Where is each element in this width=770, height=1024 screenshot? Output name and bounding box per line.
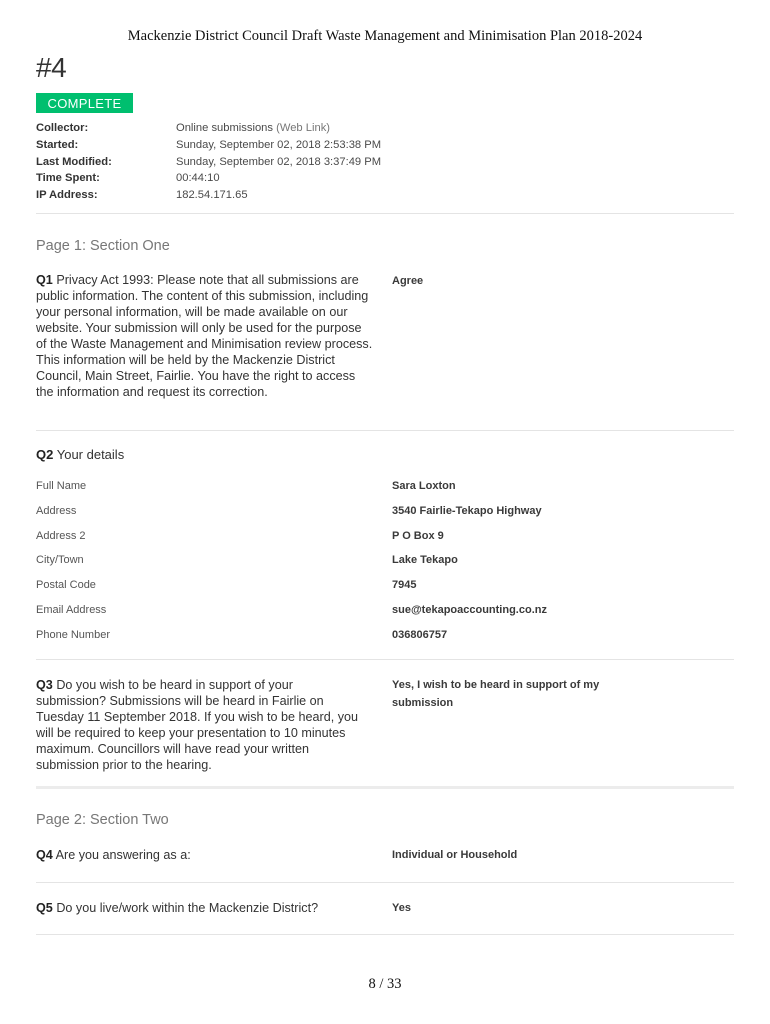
started-value: Sunday, September 02, 2018 2:53:38 PM — [176, 138, 382, 151]
field-value-phone: 036806757 — [392, 629, 448, 641]
field-label-address-2: Address 2 — [36, 530, 86, 542]
answer-1: Agree — [392, 275, 424, 287]
status-badge: COMPLETE — [36, 93, 133, 113]
field-value-address: 3540 Fairlie-Tekapo Highway — [392, 505, 542, 517]
question-3-text: Do you wish to be heard in support of your submission? Submissions will be heard in Fairlie on Tuesday 11 September 2018. If you wish to be heard, you will be required to keep your presentation to 10 minutes maximum. Councillors will have read your written submission prior to the hearing. — [36, 678, 359, 772]
question-5 — [36, 900, 318, 916]
page-indicator: 8 / 33 — [368, 976, 402, 992]
divider — [36, 213, 734, 214]
question-2-number: Q2 — [36, 447, 54, 462]
section-heading-page1: Page 1: Section One — [36, 238, 170, 254]
time-spent-label: Time Spent: — [36, 172, 100, 185]
answer-4: Individual or Household — [392, 849, 518, 861]
question-4-text: Are you answering as a: — [55, 848, 191, 862]
started-label: Started: — [36, 138, 79, 151]
collector-value — [176, 120, 330, 137]
ip-address-label: IP Address: — [36, 189, 98, 202]
divider — [36, 882, 734, 883]
question-3 — [36, 677, 366, 773]
divider — [36, 430, 734, 431]
collector-name: Online submissions — [176, 122, 274, 134]
last-modified-row — [36, 154, 381, 171]
answer-3: Yes, I wish to be heard in support of my submission — [392, 679, 600, 709]
field-label-full-name: Full Name — [36, 480, 87, 492]
field-label-address: Address — [36, 505, 77, 517]
question-1-text: Privacy Act 1993: Please note that all submissions are public information. The content of this submission, including your personal information, will be made available on our website. Your submission will only be used for the purpose of the Waste Management and Minimisation review process. This information will be held by the Mackenzie District Council, Main Street, Fairlie. You have the right to access the information and request its correction. — [36, 273, 373, 399]
last-modified-value: Sunday, September 02, 2018 3:37:49 PM — [176, 155, 382, 168]
question-5-number: Q5 — [36, 901, 53, 915]
question-4-number: Q4 — [36, 848, 53, 862]
question-2 — [36, 447, 124, 463]
field-value-postal-code: 7945 — [392, 579, 417, 591]
last-modified-label: Last Modified: — [36, 155, 112, 168]
field-value-full-name: Sara Loxton — [392, 480, 456, 492]
section-divider — [36, 786, 734, 789]
collector-label: Collector: — [36, 122, 89, 134]
answer-5: Yes — [392, 902, 411, 914]
collector-type: (Web Link) — [276, 122, 331, 134]
collector-row — [36, 120, 381, 137]
question-5-text: Do you live/work within the Mackenzie District? — [56, 901, 319, 915]
question-2-text: Your details — [56, 447, 125, 462]
field-value-email: sue@tekapoaccounting.co.nz — [392, 604, 547, 616]
divider — [36, 659, 734, 660]
time-spent-row — [36, 170, 381, 187]
section-heading-page2: Page 2: Section Two — [36, 812, 169, 828]
started-row — [36, 137, 381, 154]
field-label-postal-code: Postal Code — [36, 579, 96, 591]
divider — [36, 934, 734, 935]
field-label-city: City/Town — [36, 554, 84, 566]
document-title: Mackenzie District Council Draft Waste Management and Minimisation Plan 2018-2024 — [127, 28, 643, 44]
question-1 — [36, 272, 374, 400]
question-3-number: Q3 — [36, 678, 53, 692]
question-1-number: Q1 — [36, 273, 53, 287]
field-value-city: Lake Tekapo — [392, 554, 458, 566]
field-value-address-2: P O Box 9 — [392, 530, 444, 542]
ip-address-value: 182.54.171.65 — [176, 189, 248, 202]
question-4 — [36, 847, 191, 863]
field-label-email: Email Address — [36, 604, 107, 616]
response-number: #4 — [36, 52, 67, 83]
field-label-phone: Phone Number — [36, 629, 110, 641]
time-spent-value: 00:44:10 — [176, 172, 220, 185]
ip-address-row — [36, 187, 381, 204]
response-metadata — [36, 120, 381, 204]
